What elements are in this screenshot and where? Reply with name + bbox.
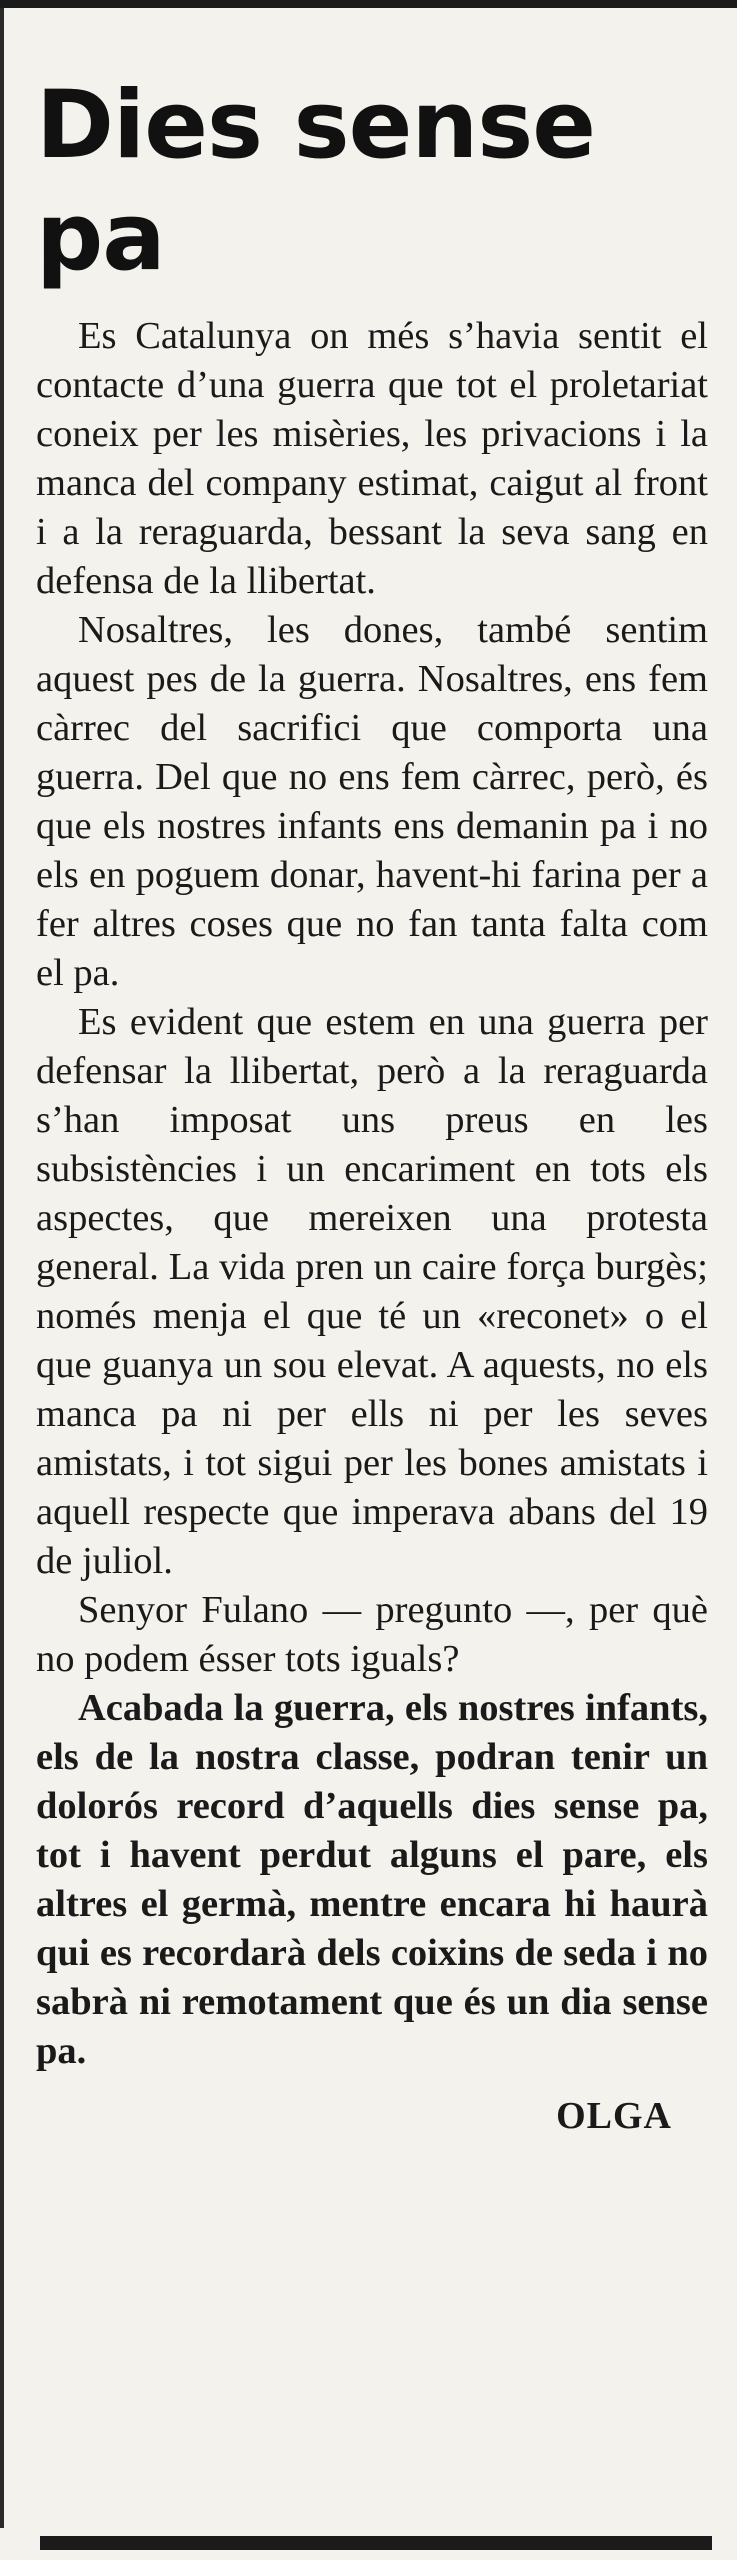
article-title: Dies sense pa	[36, 71, 596, 292]
paragraph-4: Senyor Fulano — pregunto —, per què no podem ésser tots iguals?	[36, 1589, 708, 1680]
top-rule	[0, 0, 737, 8]
paragraph-2: Nosaltres, les dones, també sentim aquest pes de la guerra. Nosaltres, ens fem càrrec del sacrifici que comporta una guerra. Del que no ens fem càrrec, però, és que els nostres infants ens demanin pa i no els en poguem donar, havent-hi farina per a fer altres coses que no fan tanta falta com el pa.	[36, 609, 708, 994]
bottom-rule	[40, 2536, 712, 2550]
article	[36, 70, 708, 2138]
paragraph-1: Es Catalunya on més s’havia sentit el contacte d’una guerra que tot el proletariat coneix per les misèries, les privacions i la manca del company estimat, caigut al front i a la reraguarda, bessant la seva sang en defensa de la llibertat.	[36, 315, 708, 602]
article-body	[36, 312, 708, 2076]
paragraph-5: Acabada la guerra, els nostres infants, els de la nostra classe, podran tenir un dolorós record d’aquells dies sense pa, tot i havent perdut alguns el pare, els altres el germà, mentre encara hi haurà qui es recordarà dels coixins de seda i no sabrà ni remotament que és un dia sense pa.	[36, 1687, 708, 2072]
paragraph-3: Es evident que estem en una guerra per defensar la llibertat, però a la reraguarda s’han imposat uns preus en les subsistències i un encariment en tots els aspectes, que mereixen una protesta general. La vida pren un caire força burgès; només menja el que té un «reconet» o el que guanya un sou elevat. A aquests, no els manca pa ni per ells ni per les seves amistats, i tot sigui per les bones amistats i aquell respecte que imperava abans del 19 de juliol.	[36, 1001, 708, 1582]
column-rule	[0, 8, 4, 2528]
author-signature: OLGA	[556, 2095, 672, 2137]
